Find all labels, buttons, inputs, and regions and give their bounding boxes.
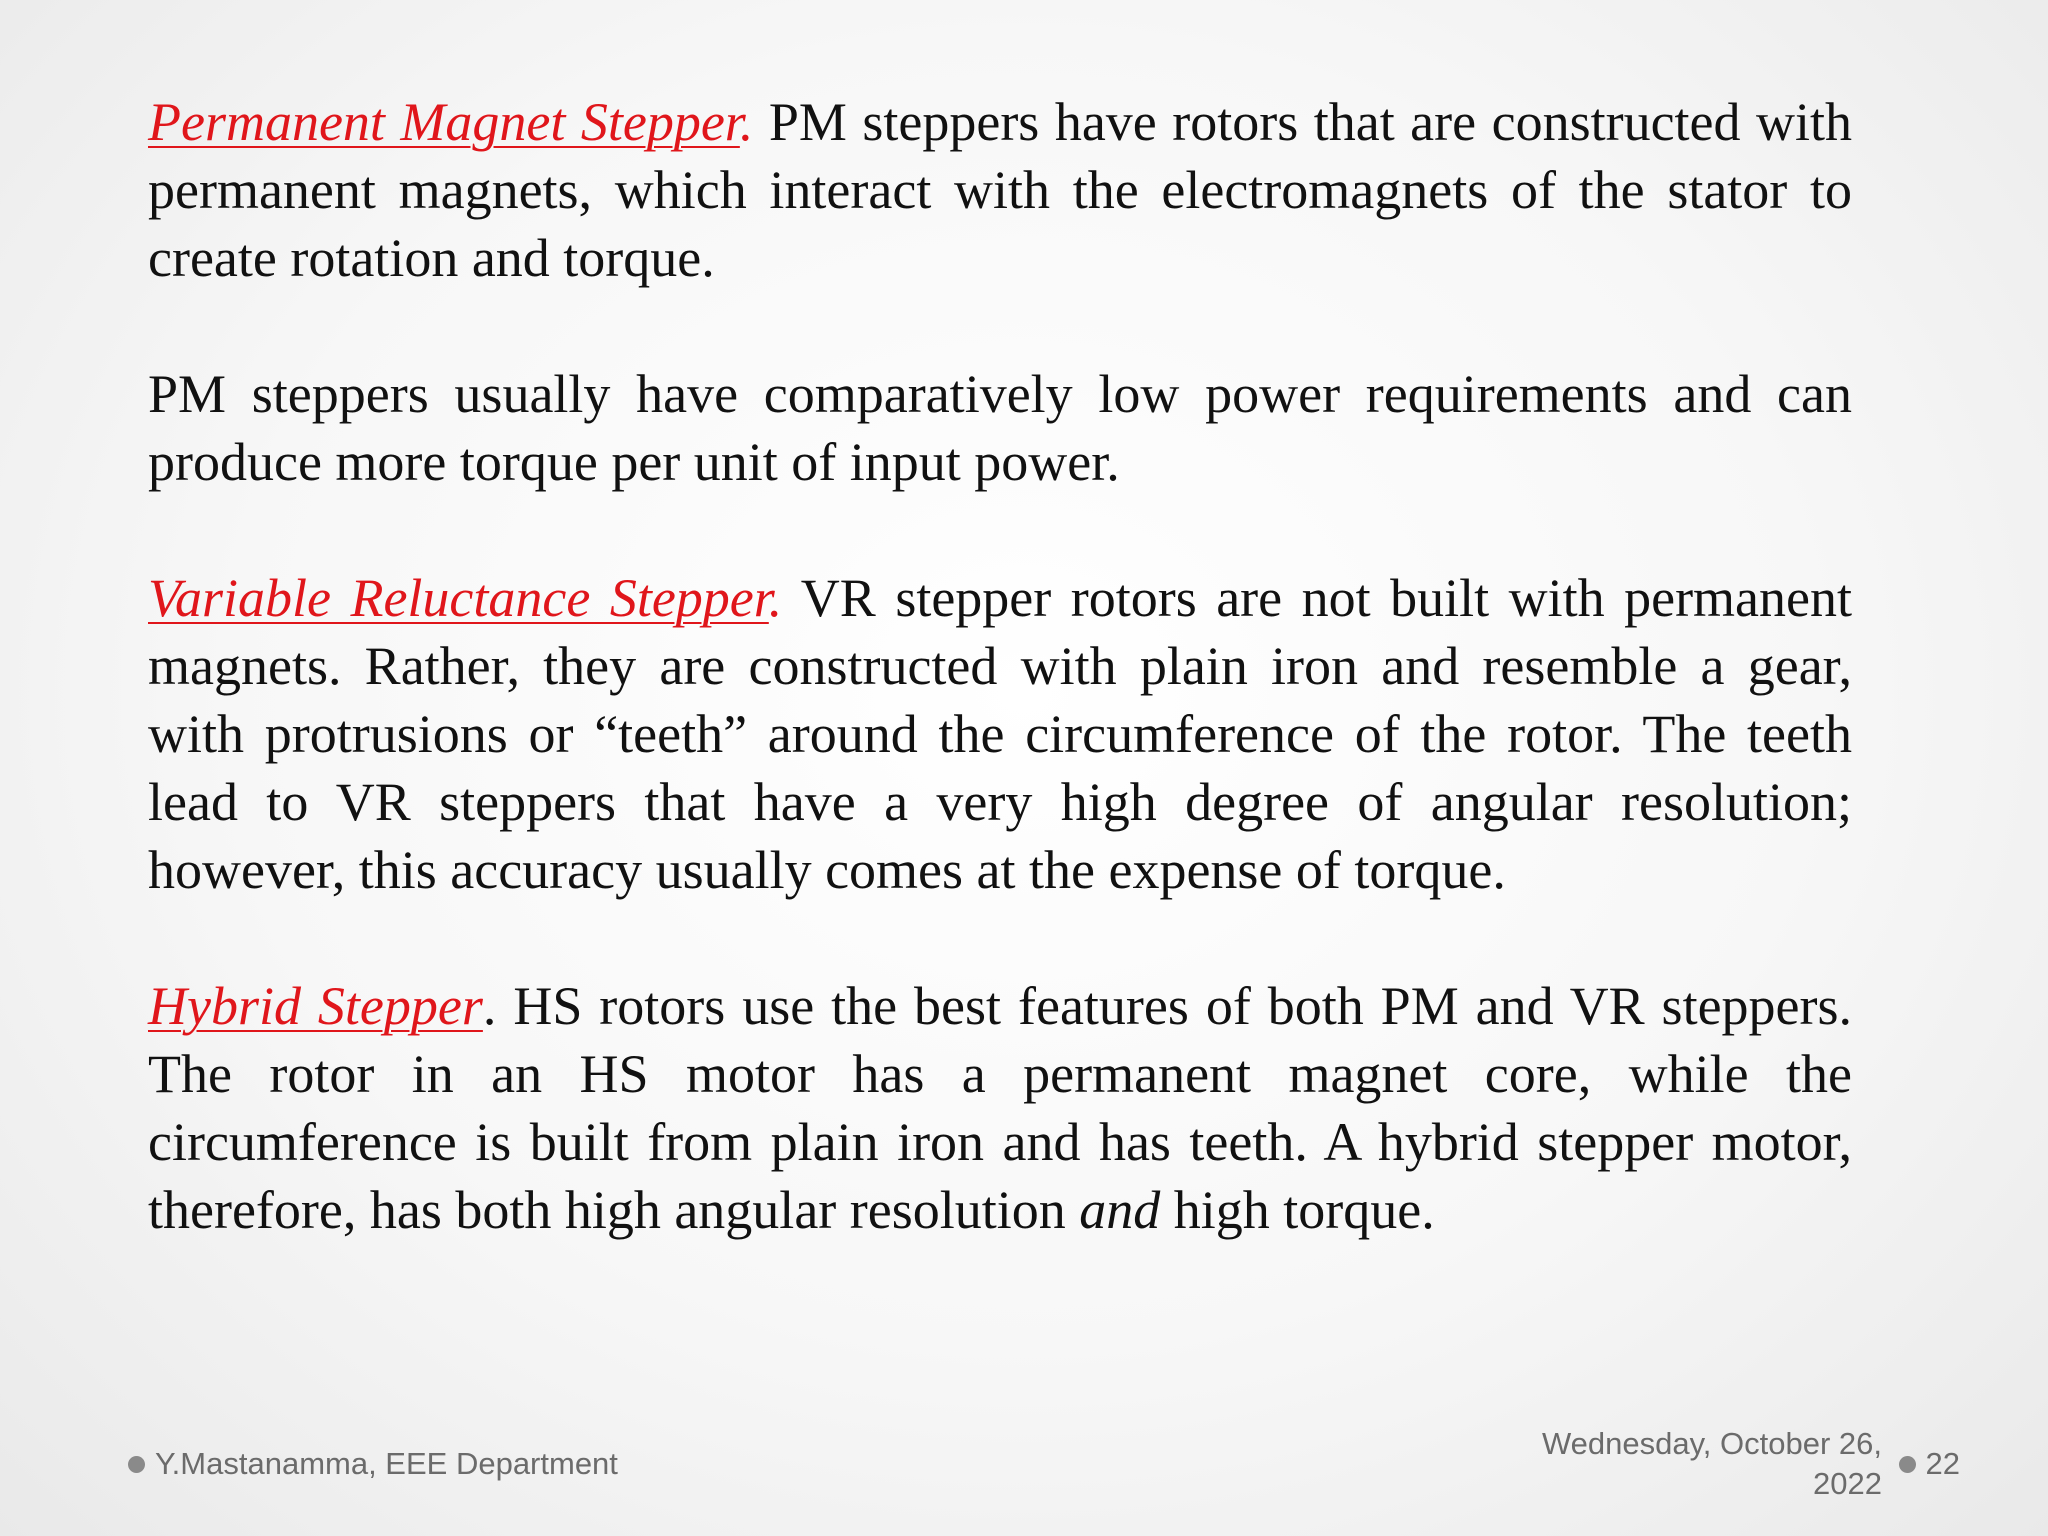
term-punctuation: . — [768, 568, 783, 628]
paragraph-hybrid — [148, 972, 1852, 1244]
paragraph-text: PM steppers usually have comparatively low power requirements and can produce more torque per unit of input power. — [148, 364, 1852, 492]
paragraph-pm-power — [148, 360, 1852, 496]
paragraph-permanent-magnet — [148, 88, 1852, 292]
page-number: 22 — [1925, 1446, 1960, 1481]
term-variable-reluctance-stepper: Variable Reluctance Stepper — [148, 568, 769, 628]
paragraph-text: PM steppers have rotors that are constructed with permanent magnets, which interact with the electromagnets of the stator to create rotation and torque. — [148, 92, 1852, 288]
paragraph-text: high torque. — [1160, 1180, 1435, 1240]
footer-author — [128, 1446, 618, 1482]
term-punctuation: . — [739, 92, 754, 152]
date-line-2: 2022 — [1813, 1466, 1882, 1501]
footer-date — [1462, 1424, 1882, 1504]
bullet-dot-icon — [1899, 1456, 1916, 1473]
term-hybrid-stepper: Hybrid Stepper — [148, 976, 483, 1036]
date-line-1: Wednesday, October 26, — [1541, 1426, 1882, 1461]
paragraph-variable-reluctance — [148, 564, 1852, 904]
slide-body — [148, 88, 1852, 1312]
term-permanent-magnet-stepper: Permanent Magnet Stepper — [148, 92, 740, 152]
paragraph-text: . HS rotors use the best features of both PM and VR steppers. The rotor in an HS motor has a permanent magnet core, while the circumference is built from plain iron and has teeth. A hybrid stepper motor, therefore, has both high angular resolution — [148, 976, 1853, 1240]
footer-page-number — [1899, 1446, 1960, 1482]
author-label: Y.Mastanamma, EEE Department — [155, 1446, 618, 1481]
bullet-dot-icon — [128, 1456, 145, 1473]
emphasis-text: and — [1079, 1180, 1161, 1240]
paragraph-text: VR stepper rotors are not built with permanent magnets. Rather, they are constructed with plain iron and resemble a gear, with protrusions or “teeth” around the circumference of the rotor. The teeth lead to VR steppers that have a very high degree of angular resolution; however, this accuracy usually comes at the expense of torque. — [148, 568, 1852, 900]
